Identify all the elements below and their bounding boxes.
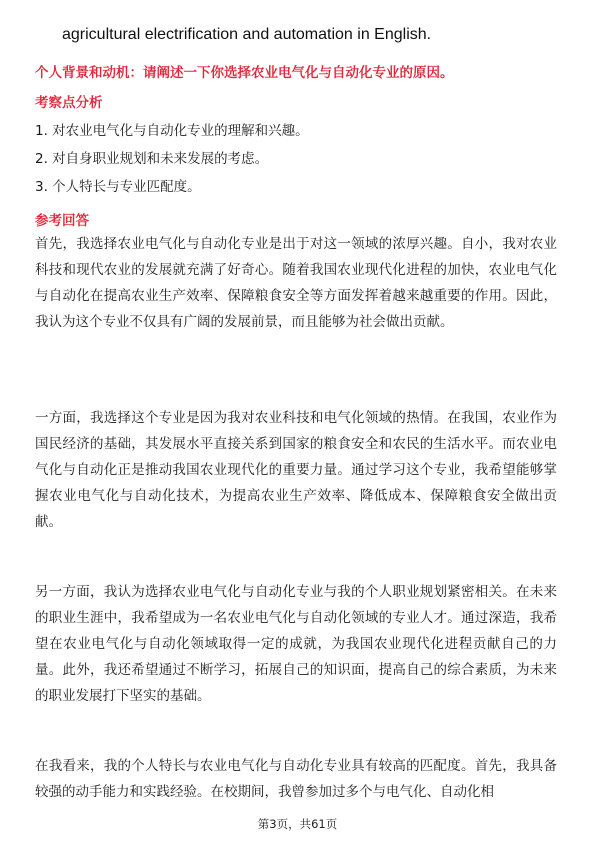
answer-heading: 参考回答: [35, 213, 89, 229]
answer-paragraph-1: 首先，我选择农业电气化与自动化专业是出于对这一领域的浓厚兴趣。自小，我对农业科技和现代农业的发展就充满了好奇心。随着我国农业现代化进程的加快，农业电气化与自动化在提高农业生产效率、保障粮食安全等方面发挥着越来越重要的作用。因此，我认为这个专业不仅具有广阔的发展前景，而且能够为社会做出贡献。: [35, 236, 557, 330]
page-number: 第3页，共61页: [257, 817, 338, 831]
continuation-line: agricultural electrification and automation in English.: [62, 26, 432, 43]
analysis-point: 2. 对自身职业规划和未来发展的考虑。: [35, 151, 269, 167]
answer-paragraph-2: 一方面，我选择这个专业是因为我对农业科技和电气化领域的热情。在我国，农业作为国民经济的基础，其发展水平直接关系到国家的粮食安全和农民的生活水平。而农业电气化与自动化正是推动我国农业现代化的重要力量。通过学习这个专业，我希望能够掌握农业电气化与自动化技术，为提高农业生产效率、降低成本、保障粮食安全做出贡献。: [35, 410, 557, 530]
answer-paragraph-4: 在我看来，我的个人特长与农业电气化与自动化专业具有较高的匹配度。首先，我具备较强的动手能力和实践经验。在校期间，我曾参加过多个与电气化、自动化相: [35, 758, 557, 800]
answer-paragraph-3: 另一方面，我认为选择农业电气化与自动化专业与我的个人职业规划紧密相关。在未来的职业生涯中，我希望成为一名农业电气化与自动化领域的专业人才。通过深造，我希望在农业电气化与自动化领域取得一定的成就，为我国农业现代化进程贡献自己的力量。此外，我还希望通过不断学习，拓展自己的知识面，提高自己的综合素质，为未来的职业发展打下坚实的基础。: [35, 584, 557, 704]
analysis-point: 1. 对农业电气化与自动化专业的理解和兴趣。: [35, 123, 309, 139]
analysis-point: 3. 个人特长与专业匹配度。: [35, 179, 201, 195]
question-heading: 个人背景和动机：请阐述一下你选择农业电气化与自动化专业的原因。: [35, 65, 454, 81]
analysis-heading: 考察点分析: [35, 95, 103, 111]
